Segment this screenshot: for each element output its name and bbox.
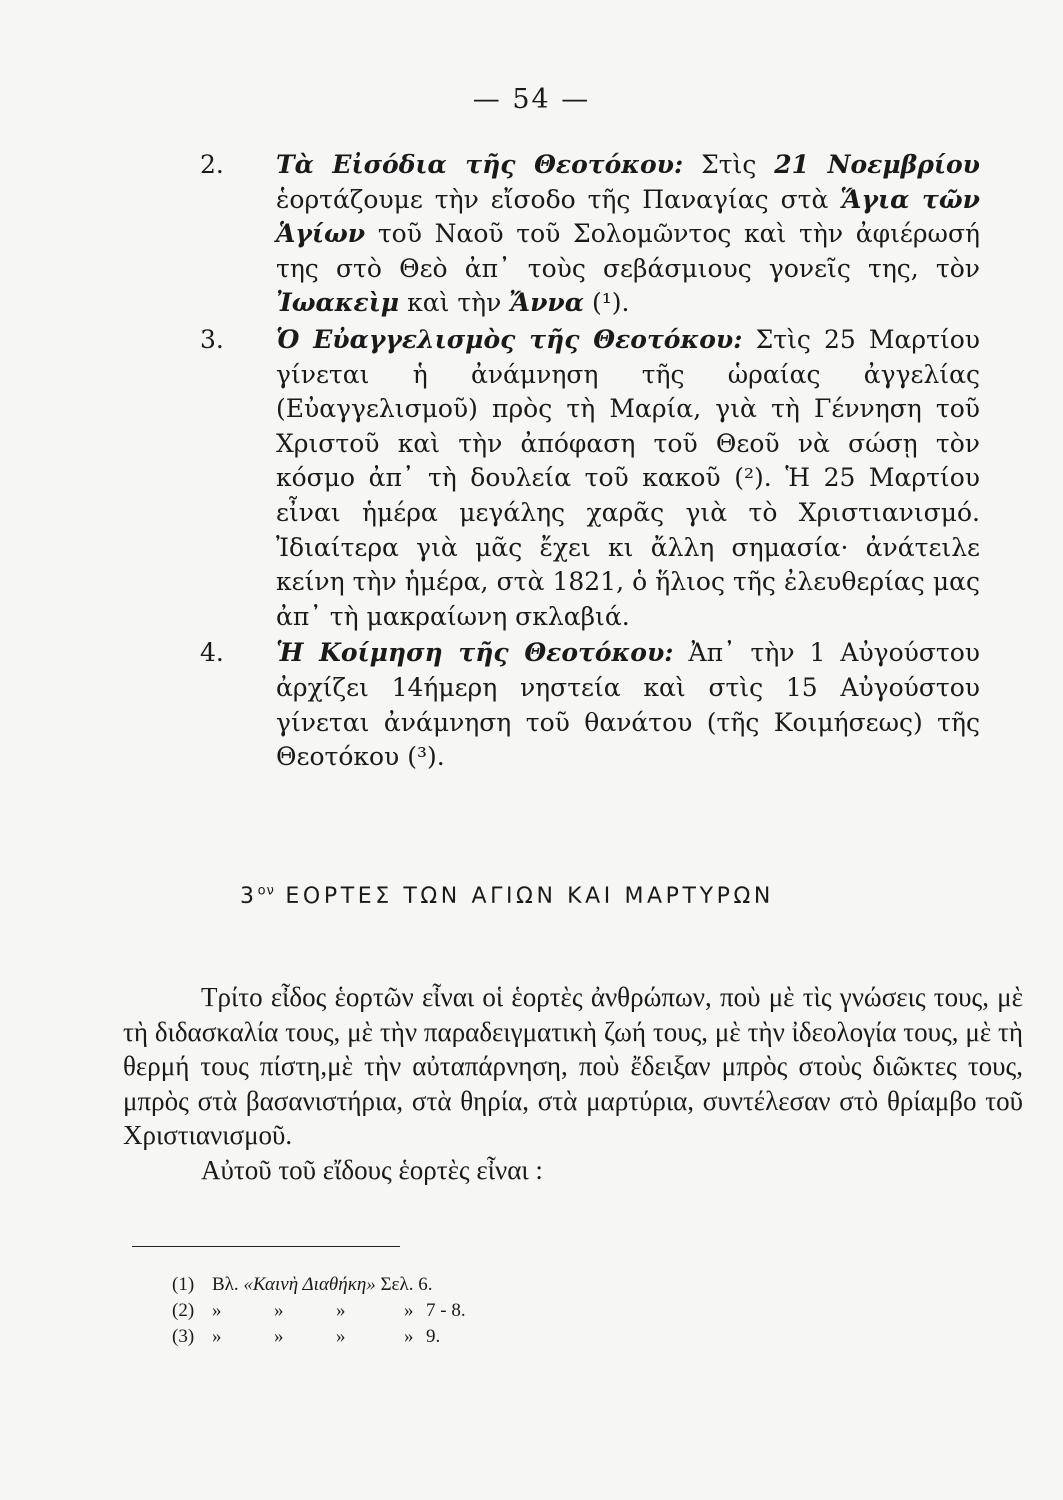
footnote-ref: (³).: [407, 742, 445, 772]
item-emphasis: Ἄννα: [509, 288, 585, 318]
item-title: Ὁ Εὐαγγελισμὸς τῆς Θεοτόκου:: [276, 324, 743, 354]
section-heading: [240, 884, 940, 909]
item-emphasis: Ἅγια τῶν Ἁγίων: [276, 184, 980, 249]
section-number-suffix: ον: [257, 883, 275, 899]
footnote: [172, 1324, 772, 1350]
section-body: [123, 980, 1023, 1187]
list-item: [200, 323, 980, 634]
footnotes: [172, 1272, 772, 1350]
footnote-prefix: Βλ.: [212, 1274, 239, 1295]
list-item: [200, 148, 980, 321]
item-text: Ἡ 25 Μαρτίου εἶναι ἡμέρα μεγάλης χαρᾶς γιὰ τὸ Χριστιανισμό. Ἰδιαίτερα γιὰ μᾶς ἔχει κι ἄλλη σημασία· ἀνάτειλε κείνη τὴν ἡμέρα, στὰ 1821, ὁ ἥλιος τῆς ἐλευθερίας μας ἀπ᾿ τὴ μακραίωνη σκλαβιά.: [276, 463, 980, 631]
page-number: — 54 —: [472, 84, 591, 115]
section-paragraph: Τρίτο εἶδος ἑορτῶν εἶναι οἱ ἑορτὲς ἀνθρώπων, ποὺ μὲ τὶς γνώσεις τους, μὲ τὴ διδασκαλία τους, μὲ τὴν παραδειγματικὴ ζωή τους, μὲ τὴν ἰδεολογία τους, μὲ τὴ θερμή τους πίστη,μὲ τὴν αὐταπάρνηση, ποὺ ἔδειξαν μπρὸς στοὺς διῶκτες τους, μπρὸς στὰ βασανιστήρια, στὰ θηρία, στὰ μαρτύρια, συντέλεσαν στὸ θρίαμβο τοῦ Χριστιανισμοῦ.: [123, 982, 1023, 1150]
footnote-source: «Καινὴ Διαθήκη»: [243, 1274, 376, 1295]
item-emphasis: Ἰωακεὶμ: [276, 288, 400, 318]
item-text: Στὶς 25 Μαρτίου γίνεται ἡ ἀνάμνηση τῆς ὡραίας ἀγγελίας (Εὐαγγελισμοῦ) πρὸς τὴ Μαρία, γιὰ τὴ Γέννηση τοῦ Χριστοῦ καὶ τὴν ἀπόφαση τοῦ Θεοῦ νὰ σώσῃ τὸν κόσμο ἀπ᾿ τὴ δουλεία τοῦ κακοῦ: [276, 324, 980, 493]
item-number: 2.: [200, 150, 224, 179]
ditto-mark: »: [212, 1326, 222, 1347]
item-text: Στὶς: [701, 150, 757, 179]
item-text: καὶ τὴν: [407, 288, 502, 318]
footnote-mark: (3): [172, 1326, 195, 1347]
item-text: Ἀπ᾿ τὴν 1 Αὐγούστου ἀρχίζει 14ήμερη νηστεία καὶ στὶς 15 Αὐγούστου γίνεται ἀνάμνηση τοῦ θανάτου (τῆς Κοιμήσεως) τῆς Θεοτόκου: [276, 638, 981, 772]
footnote-mark: (1): [172, 1274, 195, 1295]
list-item: [200, 636, 980, 774]
section-title: ΕΟΡΤΕΣ ΤΩΝ ΑΓΙΩΝ ΚΑΙ ΜΑΡΤΥΡΩΝ: [285, 884, 774, 909]
footnote-page-label: Σελ.: [380, 1274, 414, 1295]
ditto-mark: »: [336, 1300, 346, 1321]
footnote-ref: (²).: [734, 463, 772, 493]
footnote-mark: (2): [172, 1300, 195, 1321]
footnote-divider: [132, 1246, 400, 1247]
footnote: [172, 1272, 772, 1298]
item-title: Ἡ Κοίμηση τῆς Θεοτόκου:: [276, 638, 674, 668]
ditto-mark: »: [336, 1326, 346, 1347]
ditto-mark: »: [404, 1300, 414, 1321]
footnote-pages: 6.: [418, 1274, 433, 1295]
item-text: ἑορτάζουμε τὴν εἴσοδο τῆς Παναγίας στὰ: [276, 184, 829, 214]
ditto-mark: »: [212, 1300, 222, 1321]
footnote: [172, 1298, 772, 1324]
item-date: 21 Νοεμβρίου: [774, 150, 980, 179]
feast-list: [200, 148, 980, 775]
ditto-mark: »: [274, 1326, 284, 1347]
item-title: Τὰ Εἰσόδια τῆς Θεοτόκου:: [276, 150, 684, 179]
item-number: 4.: [200, 638, 224, 668]
item-number: 3.: [200, 324, 224, 354]
footnote-pages: 9.: [426, 1326, 441, 1347]
item-text: τοῦ Ναοῦ τοῦ Σολομῶντος καὶ τὴν ἀφιέρωσή της στὸ Θεὸ ἀπ᾿ τοὺς σεβάσμιους γονεῖς της, τὸν: [276, 219, 980, 283]
section-number: 3: [240, 884, 258, 909]
section-closing: Αὐτοῦ τοῦ εἴδους ἑορτὲς εἶναι :: [201, 1154, 543, 1185]
footnote-ref: (¹).: [591, 288, 630, 318]
footnote-pages: 7 - 8.: [426, 1300, 466, 1321]
ditto-mark: »: [404, 1326, 414, 1347]
ditto-mark: »: [274, 1300, 284, 1321]
